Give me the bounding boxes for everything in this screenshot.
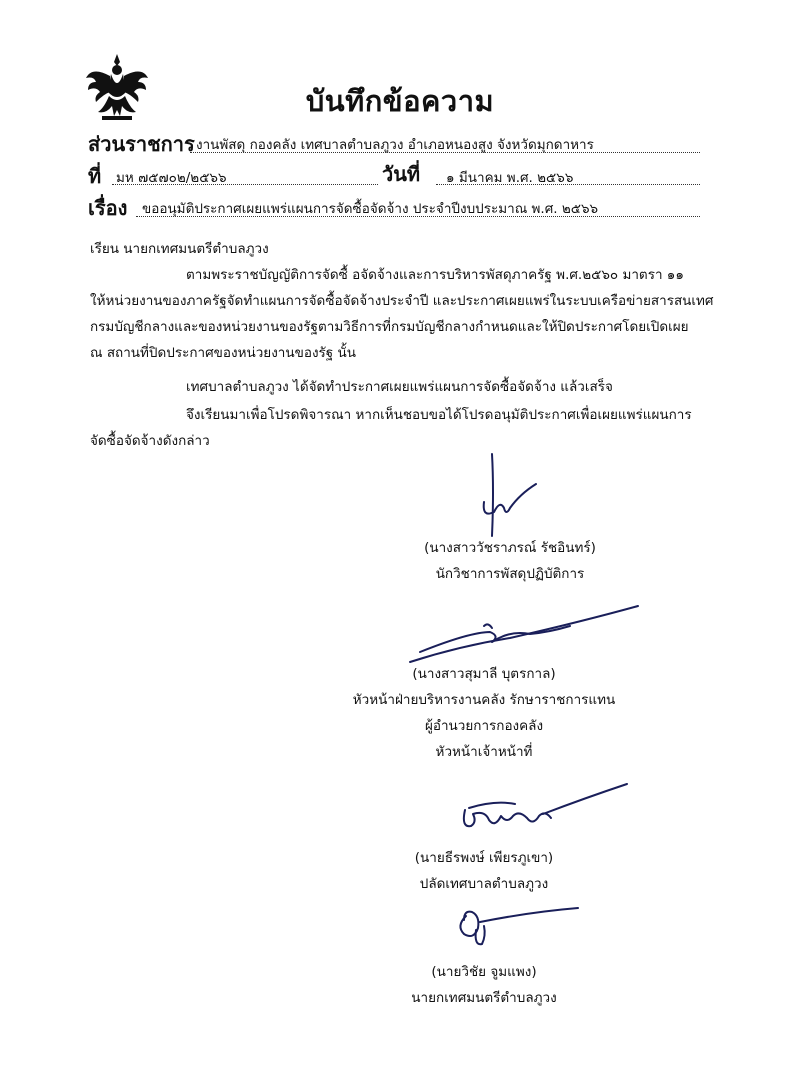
para1-line: ให้หน่วยงานของภาครัฐจัดทำแผนการจัดซื้อจัดจ้างประจำปี และประกาศเผยแพร่ในระบบเครือข่ายสารสนเทศ [90,293,714,309]
para2: เทศบาลตำบลภูวง ได้จัดทำประกาศเผยแพร่แผนการจัดซื้อจัดจ้าง แล้วเสร็จ [186,379,613,395]
date-value: ๑ มีนาคม พ.ศ. ๒๕๖๖ [446,170,574,186]
signature-4-mark [450,896,590,956]
subject-value: ขออนุมัติประกาศเผยแพร่แผนการจัดซื้อจัดจ้าง ประจำปีงบประมาณ พ.ศ. ๒๕๖๖ [142,201,599,217]
signature-2-position: ผู้อำนวยการกองคลัง [424,718,544,734]
para1-line: ณ สถานที่ปิดประกาศของหน่วยงานของรัฐ นั้น [90,345,356,361]
agency-label: ส่วนราชการ [88,132,195,156]
para1-line: ตามพระราชบัญญัติการจัดซื้ อจัดจ้างและการบริหารพัสดุภาครัฐ พ.ศ.๒๕๖๐ มาตรา ๑๑ [186,267,684,283]
subject-label: เรื่อง [88,196,128,220]
signature-1-mark [470,450,550,540]
signature-4-name: (นายวิชัย จูมแพง) [431,964,537,980]
signature-4-position: นายกเทศมนตรีตำบลภูวง [411,990,557,1006]
para3-line: จัดซื้อจัดจ้างดังกล่าว [90,433,210,449]
agency-value: งานพัสดุ กองคลัง เทศบาลตำบลภูวง อำเภอหนองสูง จังหวัดมุกดาหาร [196,137,594,153]
signature-3-name: (นายธีรพงษ์ เพียรภูเขา) [414,850,554,866]
ref-label: ที่ [88,164,102,188]
signature-2-position: หัวหน้าฝ่ายบริหารงานคลัง รักษาราชการแทน [352,692,616,708]
ref-value: มห ๗๕๗๐๒/๒๕๖๖ [116,170,227,186]
signature-1-position: นักวิชาการพัสดุปฏิบัติการ [435,566,585,582]
signature-2-name: (นางสาวสุมาลี บุตรกาล) [412,666,556,682]
signature-2-position: หัวหน้าเจ้าหน้าที่ [435,744,533,760]
date-label: วันที่ [382,162,421,186]
agency-dotline [190,151,700,153]
signature-3-mark [455,780,635,840]
ref-dotline [112,183,378,185]
date-dotline [436,183,700,185]
signature-3-position: ปลัดเทศบาลตำบลภูวง [419,876,549,892]
para1-line: กรมบัญชีกลางและของหน่วยงานของรัฐตามวิธีการที่กรมบัญชีกลางกำหนดและให้ปิดประกาศโดยเปิดเผย [90,319,689,335]
para3-line: จึงเรียนมาเพื่อโปรดพิจารณา หากเห็นชอบขอได้โปรดอนุมัติประกาศเพื่อเผยแพร่แผนการ [186,407,692,423]
document-title: บันทึกข้อความ [305,84,495,118]
subject-dotline [136,215,700,217]
salutation: เรียน นายกเทศมนตรีตำบลภูวง [90,241,269,257]
signature-1-name: (นางสาววัชราภรณ์ รัชอินทร์) [424,540,596,556]
